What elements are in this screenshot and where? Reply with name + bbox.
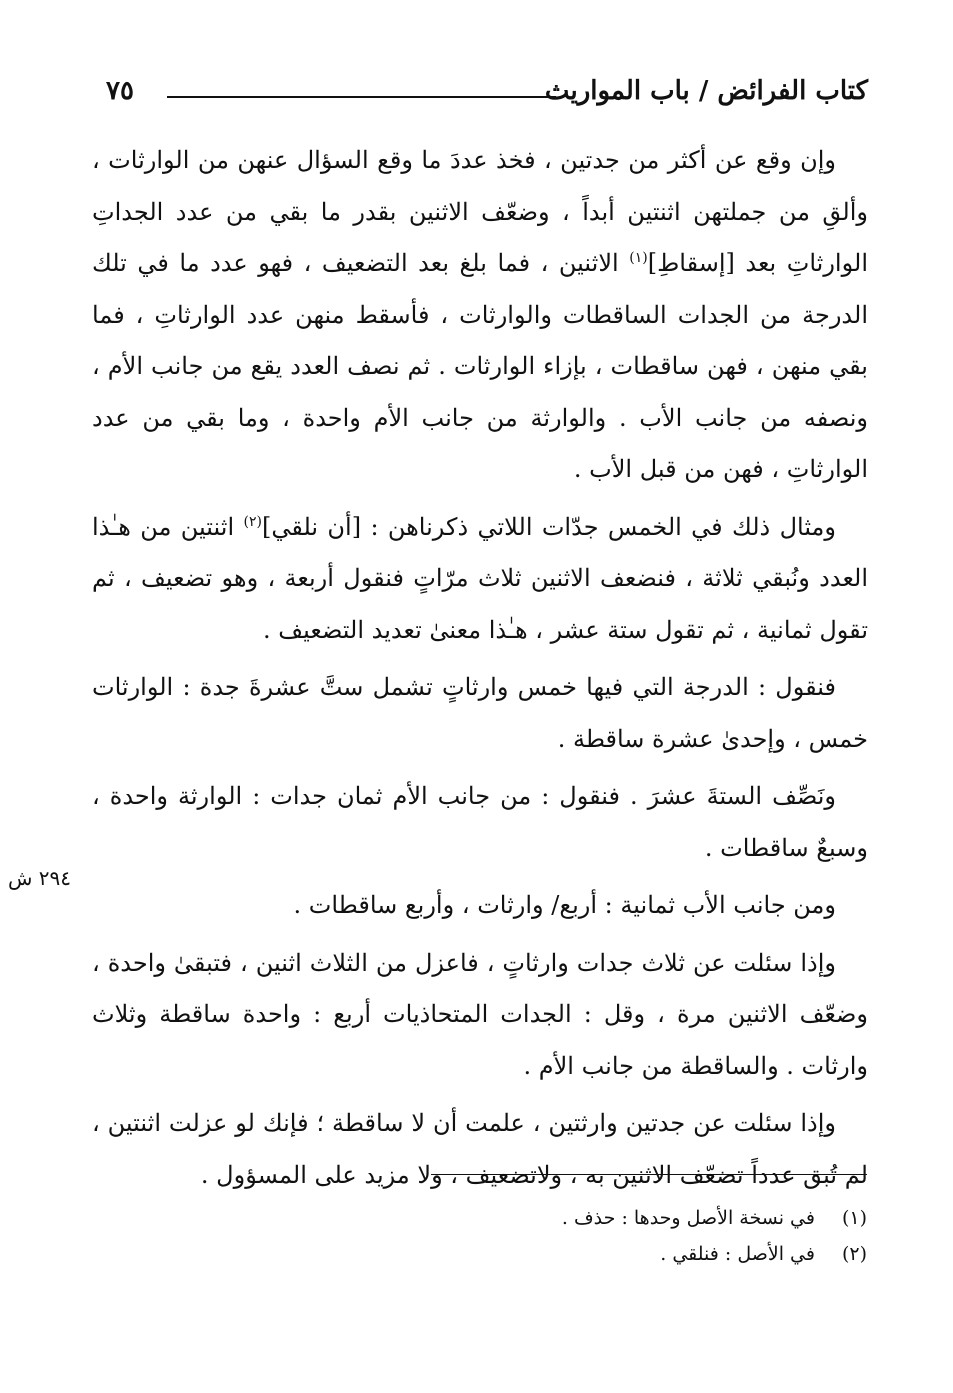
footnote-rule [431, 1174, 867, 1175]
footnote-2 [367, 1236, 867, 1272]
paragraph-1-text-a: وإن وقع عن أكثر من جدتين ، فخذ عددَ ما وقع السؤال عنهن من الوارثات ، وألقِ من جملتهن اثنتين أبداً ، وضعّف الاثنين بقدر ما بقي من عدد الجداتِ الوارثاتِ بعد [إسقاطِ] [92, 146, 868, 277]
page-header [92, 76, 868, 116]
paragraph-2 [92, 502, 868, 657]
header-rule [167, 96, 556, 98]
footnote-ref-1[interactable]: (١) [629, 250, 648, 266]
footnote-1 [367, 1200, 867, 1236]
paragraph-5: ومن جانب الأب ثمانية : أربع/ وارثات ، وأربع ساقطات . [293, 891, 836, 919]
footnote-1-number: (١) [841, 1207, 867, 1229]
footnote-ref-2[interactable]: (٢) [243, 513, 262, 530]
paragraph-7: وإذا سئلت عن جدتين وارثتين ، علمت أن لا ساقطة ؛ فإنك لو عزلت اثنتين ، لم تُبق عدداً تضعّف الاثنين به ، ولاتضعيف ، ولا مزيد على المسؤول . [92, 1109, 868, 1189]
page-number: ٧٥ [106, 76, 134, 106]
footnote-1-text: في نسخة الأصل وحدها : حذف . [561, 1207, 815, 1229]
paragraph-2-text-a: ومثال ذلك في الخمس جدّات اللاتي ذكرناهن : [أن نلقي] [261, 512, 837, 541]
paragraph-2-text-b: اثنتين من هـٰذا العدد ونُبقي ثلاثة ، فنضعف الاثنين ثلاث مرّاتٍ فنقول أربعة ، وهو تضعيف ، ثم تقول ثمانية ، ثم تقول ستة عشر ، هـٰذا معنىٰ تعديد التضعيف . [92, 512, 868, 644]
main-text [92, 135, 868, 1201]
footnote-2-text: في الأصل : فنلقي . [660, 1243, 815, 1265]
margin-note: ٢٩٤ ش [8, 866, 72, 890]
paragraph-1-text-b: الاثنين ، فما بلغ بعد التضعيف ، فهو عدد ما في تلك الدرجة من الجدات الساقطات والوارثات ، فأسقط منهن عدد الوارثاتِ ، فما بقي منهن ، فهن ساقطات ، بإزاء الوارثات . ثم نصف العدد يقع من جانب الأم ، ونصفه من جانب الأب . والوارثة من جانب الأم واحدة ، وما بقي من عدد الوارثاتِ ، فهن من قبل الأب . [92, 249, 868, 483]
paragraph-3: فنقول : الدرجة التي فيها خمس وارثاتٍ تشمل ستَّ عشرةَ جدة : الوارثات خمس ، وإحدىٰ عشرة ساقطة . [92, 673, 868, 753]
paragraph-1 [92, 135, 868, 496]
paragraph-4: ونَصِّف الستةَ عشرَ . فنقول : من جانب الأم ثمان جدات : الوارثة واحدة ، وسبعٌ ساقطات . [92, 782, 868, 862]
footnote-2-number: (٢) [841, 1243, 867, 1265]
footnotes [367, 1200, 867, 1272]
paragraph-6: وإذا سئلت عن ثلاث جدات وارثاتٍ ، فاعزل من الثلاث اثنين ، فتبقىٰ واحدة ، وضعّف الاثنين مرة ، وقل : الجدات المتحاذيات أربع : واحدة ساقطة وثلاث وارثات . والساقطة من جانب الأم . [92, 948, 868, 1080]
running-title: كتاب الفرائض / باب المواريث [544, 76, 868, 106]
